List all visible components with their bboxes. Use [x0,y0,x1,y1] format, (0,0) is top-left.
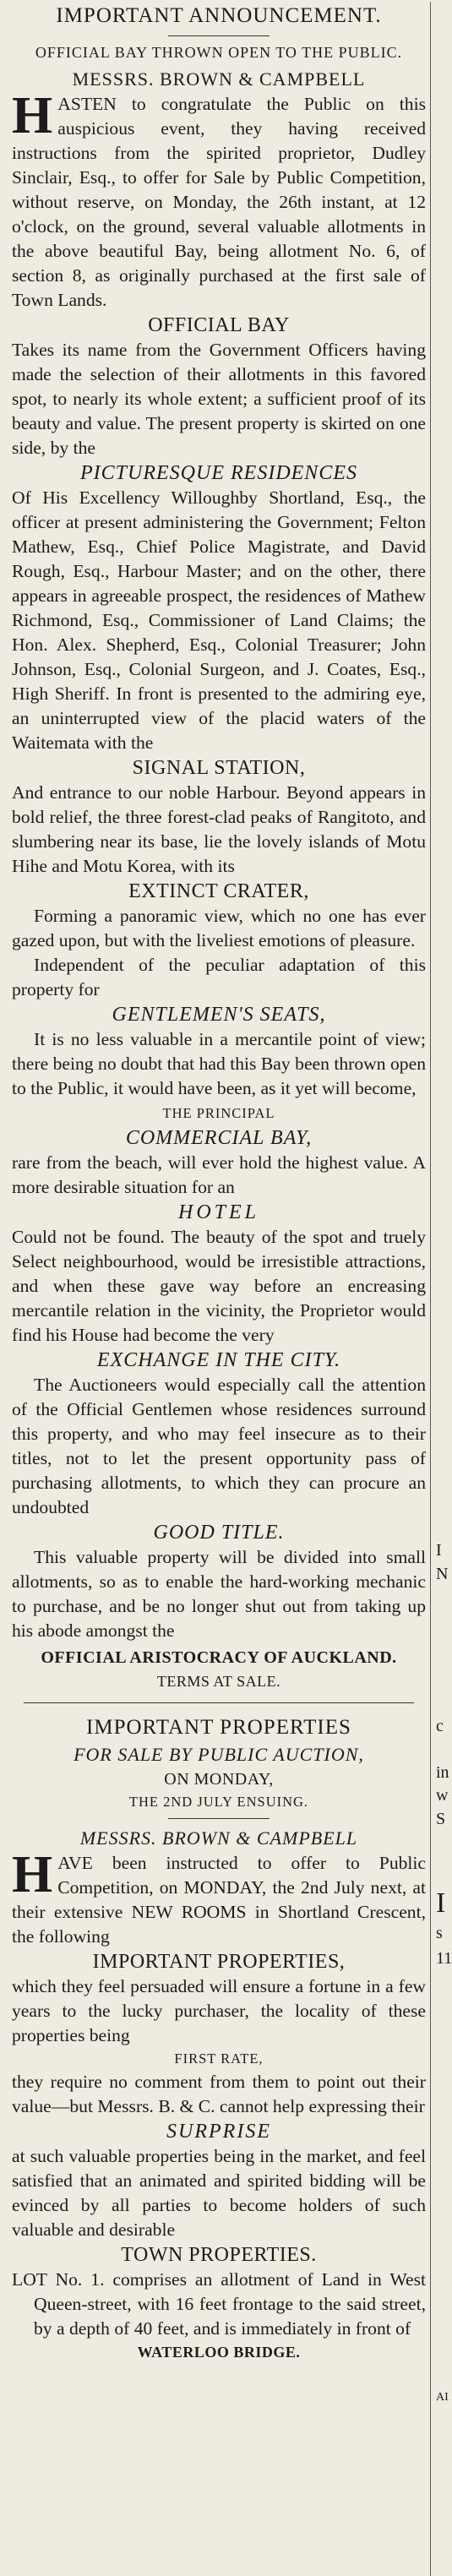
gutter-fragment: in [436,1763,449,1782]
auctioneers-name: MESSRS. BROWN & CAMPBELL [72,68,366,90]
column-rule [24,1702,414,1703]
paragraph: LOT No. 1. comprises an allotment of Land in West Queen-street, with 16 feet frontage to the said street, by a depth of 40 feet, and is immediately in front of [12,2269,426,2339]
official-bay-advertisement [12,2,426,1692]
terms-line: TERMS AT SALE. [156,1673,281,1690]
section-label: IMPORTANT PROPERTIES, [92,1951,346,1973]
paragraph: It is no less valuable in a mercantile point of view; there being no doubt that had this Bay been thrown open to the Public, it would have been, as it yet will become, [12,1029,426,1098]
paragraph: they require no comment from them to point out their value—but Messrs. B. & C. cannot help expressing their [12,2072,426,2116]
section-label: HOTEL [177,1201,260,1223]
paragraph: rare from the beach, will ever hold the highest value. A more desirable situation for an [12,1152,426,1197]
section-label: OFFICIAL ARISTOCRACY OF AUCKLAND. [41,1648,397,1667]
sale-day: ON MONDAY, [164,1770,274,1789]
gutter-fragment: AI [436,2391,449,2404]
gutter-fragment: c [436,1717,444,1735]
section-label: EXTINCT CRATER, [128,880,309,902]
paragraph: Of His Excellency Willoughby Shortland, Esq., the officer at present administering the Government; Felton Mathew, Esq., Chief Police Magistrate, and David Rough, Esq., Harbour Master; and on the other, there appears in agreeable prospect, the residences of Mathew Richmond, Esq., Commissioner of Land Claims; the Hon. Alex. Shepherd, Esq., Colonial Treasurer; John Johnson, Esq., Colonial Surgeon, and J. Coates, Esq., High Sheriff. In front is presented to the admiring eye, an uninterrupted view of the placid waters of the Waitemata with the [12,487,426,753]
paragraph: The Auctioneers would especially call the attention of the Official Gentlemen whose residences surround this property, and who may feel insecure as to their titles, not to let the present opportunity pass of purchasing allotments, to which they can procure an undoubted [12,1375,426,1517]
section-label: PICTURESQUE RESIDENCES [80,462,357,484]
section-label: GENTLEMEN'S SEATS, [112,1004,326,1026]
subheadline: FOR SALE BY PUBLIC AUCTION, [74,1744,364,1765]
paragraph: Takes its name from the Government Officers having made the selection of their allotments in this favored spot, to nearly its whole extent; a sufficient proof of its beauty and value. The present property is skirted on one side, by the [12,340,426,458]
section-label: WATERLOO BRIDGE. [137,2344,301,2361]
paragraph: HASTEN to congratulate the Public on this auspicious event, they having received instructions from the spirited proprietor, Dudley Sinclair, Esq., to offer for Sale by Public Competition, without reserve, on Monday, the 26th instant, at 12 o'clock, on the ground, several valuable allotments in the above beautiful Bay, being allotment No. 6, of section 8, as originally purchased at the first sale of Town Lands. [12,87,426,310]
section-label: FIRST RATE, [174,2050,264,2067]
paragraph: Forming a panoramic view, which no one has ever gazed upon, but with the liveliest emotions of pleasure. [12,906,426,950]
gutter-fragment: S [436,1810,446,1828]
divider [168,35,270,36]
sale-date: THE 2ND JULY ENSUING. [128,1794,309,1810]
section-label: COMMERCIAL BAY, [125,1127,313,1149]
headline: IMPORTANT PROPERTIES [86,1716,351,1739]
section-label: GOOD TITLE. [153,1522,285,1544]
section-label: OFFICIAL BAY [148,314,290,336]
section-label: EXCHANGE IN THE CITY. [96,1349,341,1371]
gutter-fragment: w [436,1786,449,1805]
gutter-fragment: s [436,1924,443,1942]
paragraph: And entrance to our noble Harbour. Beyond appears in bold relief, the three forest-clad peaks of Rangitoto, and slumbering near its base, lie the lovely islands of Motu Hihe and Motu Korea, with its [12,782,426,876]
adjacent-column-edge [430,2,452,2576]
paragraph: at such valuable properties being in the market, and feel satisfied that an animated and spirited bidding will be evinced by all parties to become holders of such valuable and desirable [12,2146,426,2240]
divider [168,1818,270,1819]
subheadline: OFFICIAL BAY THROWN OPEN TO THE PUBLIC. [35,44,403,61]
headline: IMPORTANT ANNOUNCEMENT. [56,4,382,27]
article-column [12,2,426,2363]
section-label: SURPRISE [166,2121,271,2143]
section-label: THE PRINCIPAL [162,1105,275,1121]
paragraph: HAVE been instructed to offer to Public Competition, on MONDAY, the 2nd July next, at their extensive NEW ROOMS in Shortland Crescent, the following [12,1846,426,1947]
gutter-fragment: I [436,1541,442,1560]
important-properties-advertisement [12,1713,426,2363]
gutter-fragment: N [436,1565,449,1583]
auctioneers-name: MESSRS. BROWN & CAMPBELL [79,1827,358,1849]
paragraph: This valuable property will be divided into small allotments, so as to enable the hard-working mechanic to purchase, and be no longer shut out from taking up his abode amongst the [12,1547,426,1641]
newspaper-page [0,2,452,2576]
section-label: TOWN PROPERTIES. [121,2244,317,2266]
paragraph: which they feel persuaded will ensure a fortune in a few years to the lucky purchaser, the locality of these properties being [12,1976,426,2045]
section-label: SIGNAL STATION, [132,757,306,779]
paragraph: Could not be found. The beauty of the spot and truely Select neighbourhood, would be irresistible attractions, and when these gave way before an encreasing mercantile relation in the vicinity, the Proprietor would find his House had become the very [12,1227,426,1345]
gutter-fragment: 11 [436,1949,452,1968]
paragraph: Independent of the peculiar adaptation of this property for [12,955,426,999]
gutter-fragment: I [436,1887,446,1919]
